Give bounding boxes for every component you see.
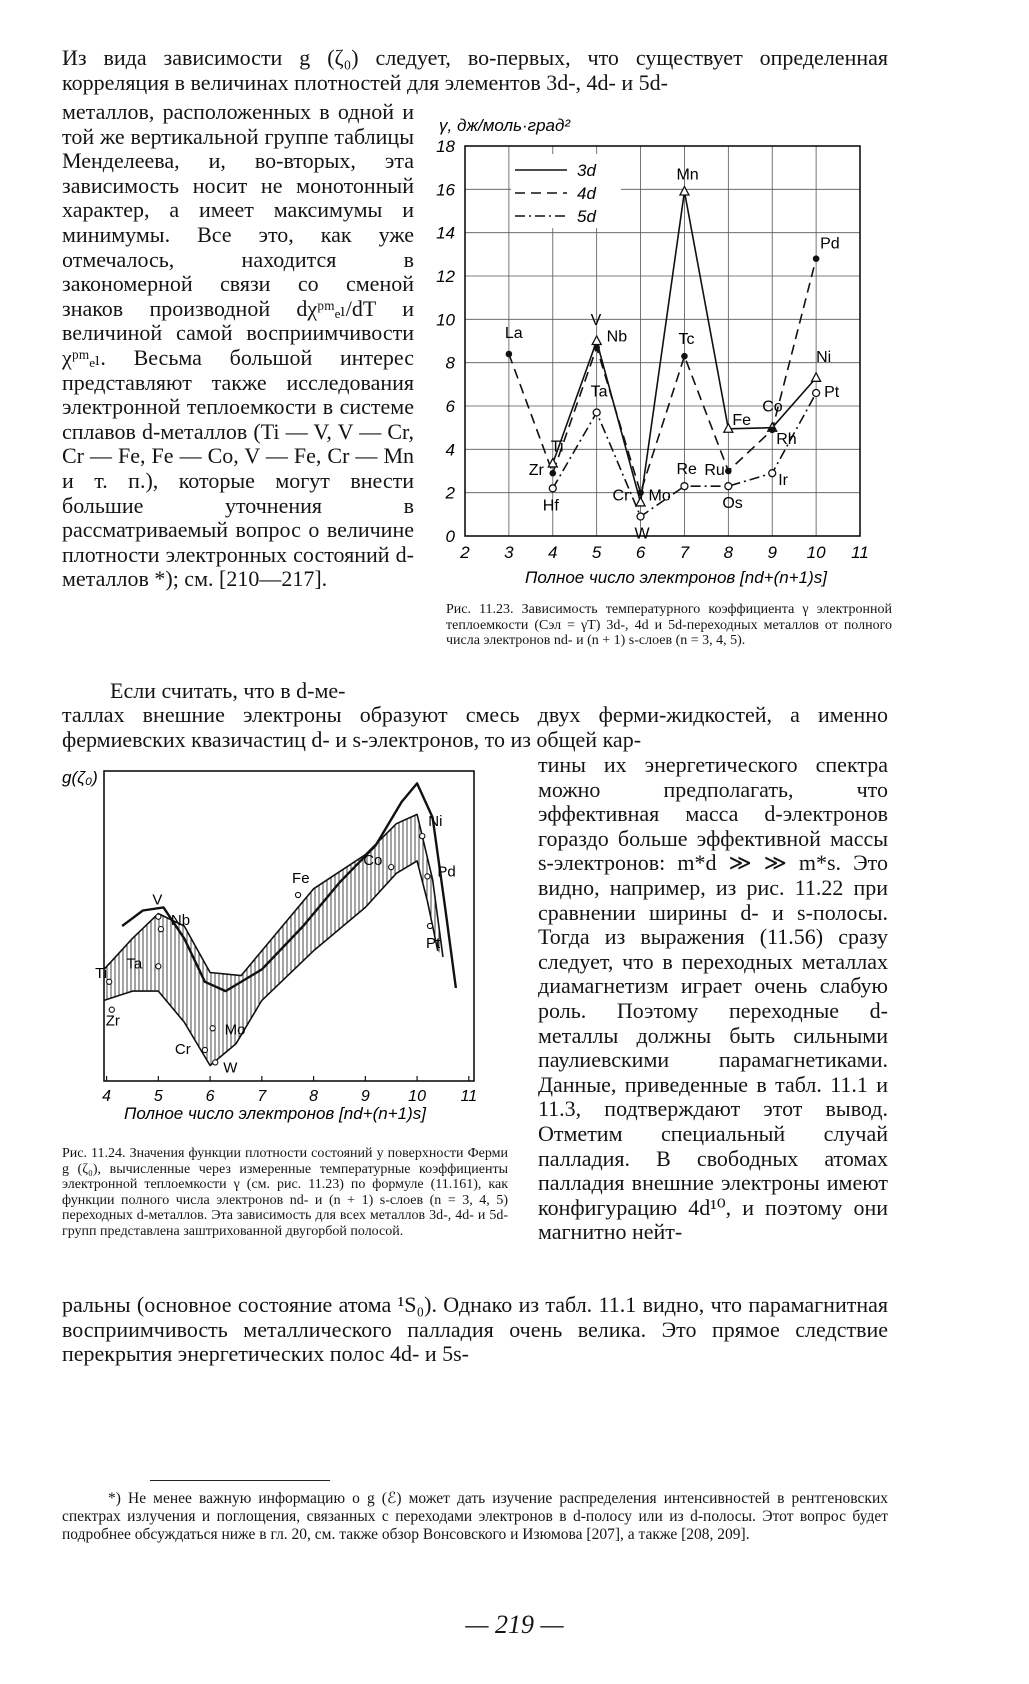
y-tick-label: 0: [445, 527, 455, 546]
data-point-Cr: [202, 1047, 207, 1052]
legend-label-3d: 3d: [577, 161, 596, 180]
y-tick-label: 4: [445, 440, 455, 460]
paragraph-2-right-column: тины их энергетического спектра можно предполагать, что эффективная масса d-электронов гораздо больше эффективной массы s-электронов: m*d ≫ ≫ m*s. Это видно, например, из рис. 11.22 при сравнении ширины d- и s-полосы. Тогда из выражения (11.56) сразу следует, что в переходных металлах диамагнетизм играет очень слабую роль. Поэтому переходные d-металлы должны быть сильными паулиевскими парамагнетиками. Данные, приведенные в табл. 11.1 и 11.3, подтверждают этот вывод. Отметим специальный случай палладия. В свободных атомах палладия внешние электроны имеют конфигурацию 4d¹⁰, и поэтому они магнитно нейт-: [538, 752, 888, 1245]
point-label-V: V: [152, 891, 163, 909]
data-point-Ir: [769, 470, 776, 477]
point-label-Os: Os: [722, 495, 743, 513]
point-label-Ta: Ta: [126, 955, 143, 973]
data-point-La: [506, 351, 513, 358]
y-tick-label: 16: [436, 180, 455, 200]
x-tick-label: 9: [767, 543, 777, 562]
point-label-Hf: Hf: [542, 497, 559, 515]
legend: [511, 154, 621, 228]
legend-background: [511, 154, 621, 228]
figure-11-24-caption: Рис. 11.24. Значения функции плотности состояний у поверхности Ферми g (ζ₀), вычисленные через измеренные температурные коэффициенты электронной теплоемкости γ (см. рис. 11.23) по формуле (11.161), как функции полного числа электронов nd- и (n + 1) s-слоев (n = 3, 4, 5) переходных d-металлов. Эта зависимость для всех металлов 3d-, 4d- и 5d-групп представлена заштрихованной двугорбой полосой.: [62, 1146, 508, 1239]
data-point-Tc: [681, 353, 688, 360]
data-point-Ta: [156, 964, 161, 969]
y-axis-label: γ, дж/моль·град²: [439, 116, 571, 135]
y-tick-label: 2: [445, 483, 455, 503]
data-point-W: [637, 513, 644, 520]
y-tick-label: 10: [436, 310, 455, 330]
point-label-W: W: [223, 1059, 238, 1077]
data-point-Cr: [636, 497, 645, 506]
x-tick-label: 7: [257, 1088, 267, 1105]
y-axis-label: g(ζ₀): [62, 768, 98, 787]
x-tick-label: 2: [460, 543, 470, 562]
point-label-Zr: Zr: [528, 462, 544, 480]
data-point-Ta: [593, 409, 600, 416]
point-label-Ni: Ni: [816, 348, 832, 366]
point-label-Cr: Cr: [612, 487, 630, 505]
figure-11-23: [425, 98, 895, 601]
point-label-Co: Co: [762, 398, 783, 416]
footnote: *) Не менее важную информацию о g (ℰ) может дать изучение распределения интенсивностей в рентгеновских спектрах излучения и поглощения, связанных с переходами электронов в d-полосу или из d-полосы. Этот вопрос будет подробнее обсуждаться ниже в гл. 20, см. также обзор Вонсовского и Изюмова [207], а также [208, 209].: [62, 1490, 888, 1543]
data-point-Pt: [427, 923, 432, 928]
point-label-Rh: Rh: [776, 430, 797, 448]
data-point-Nb: [158, 927, 163, 932]
data-point-Ni: [812, 373, 821, 382]
shaded-band: [104, 814, 443, 1065]
point-label-Mn: Mn: [676, 166, 699, 184]
x-tick-label: 8: [309, 1088, 319, 1105]
point-label-Ti: Ti: [550, 438, 564, 456]
data-point-Ni: [420, 834, 425, 839]
x-tick-label: 5: [591, 543, 602, 562]
data-point-Pd: [813, 255, 820, 262]
legend-label-5d: 5d: [577, 207, 596, 226]
point-label-Nb: Nb: [606, 328, 628, 346]
x-tick-label: 10: [408, 1088, 426, 1105]
point-label-Co: Co: [363, 852, 383, 870]
point-label-Re: Re: [676, 461, 697, 479]
y-tick-label: 6: [445, 397, 455, 416]
point-label-Ta: Ta: [590, 383, 608, 401]
figure-11-24: [62, 763, 530, 1143]
point-label-Ir: Ir: [778, 472, 789, 490]
paragraph-1-full: Из вида зависимости g (ζ₀) следует, во-первых, что существует определенная корреляция в величинах плотностей для элементов 3d-, 4d- и 5d-: [62, 45, 888, 95]
paragraph-2-end: ральны (основное состояние атома ¹S₀). Однако из табл. 11.1 видно, что парамагнитная восприимчивость металлического палладия очень велика. Это прямое следствие перекрытия энергетических полос 4d- и 5s-: [62, 1292, 888, 1367]
page-number: — 219 —: [465, 1610, 564, 1639]
x-tick-label: 5: [153, 1088, 163, 1105]
chart-series: [509, 192, 816, 517]
data-point-Mo: [637, 489, 644, 496]
x-tick-label: 4: [102, 1088, 112, 1105]
point-label-Pd: Pd: [437, 863, 456, 881]
x-axis-label: Полное число электронов [nd+(n+1)s]: [525, 568, 827, 587]
point-label-Fe: Fe: [732, 411, 752, 429]
x-tick-label: 6: [635, 543, 646, 562]
data-point-Ru: [725, 468, 732, 475]
data-point-Pd: [425, 874, 430, 879]
point-label-Nb: Nb: [170, 912, 191, 930]
x-tick-label: 11: [851, 543, 869, 562]
data-point-V: [592, 336, 601, 345]
data-point-Nb: [593, 344, 600, 351]
x-tick-label: 6: [205, 1088, 215, 1105]
point-label-Tc: Tc: [678, 331, 695, 349]
band-fill: [104, 814, 443, 1065]
y-tick-label: 8: [445, 353, 455, 373]
data-point-Re: [681, 483, 688, 490]
point-label-Pd: Pd: [820, 235, 840, 253]
data-point-Mn: [680, 187, 689, 196]
legend-label-4d: 4d: [577, 184, 596, 203]
y-tick-label: 14: [436, 223, 455, 243]
point-label-Mo: Mo: [648, 487, 671, 505]
figure-11-23-caption: Рис. 11.23. Зависимость температурного коэффициента γ электронной теплоемкости (Cэл = γT) 3d-, 4d и 5d-переходных металлов от полного числа электронов nd- и (n + 1) s-слоев (n = 3, 4, 5).: [446, 602, 892, 648]
point-label-Ni: Ni: [428, 813, 443, 831]
x-tick-label: 10: [806, 543, 826, 562]
data-point-Mo: [210, 1026, 215, 1031]
x-tick-label: 7: [679, 543, 690, 562]
y-tick-label: 12: [436, 267, 455, 286]
point-label-Pt: Pt: [426, 935, 441, 952]
point-label-Cr: Cr: [174, 1041, 191, 1058]
x-tick-label: 9: [360, 1088, 370, 1105]
data-point-W: [213, 1060, 218, 1065]
data-point-Rh: [769, 427, 776, 434]
point-label-Zr: Zr: [105, 1012, 120, 1030]
data-point-Fe: [295, 892, 300, 897]
x-tick-label: 11: [460, 1088, 478, 1105]
x-axis-label: Полное число электронов [nd+(n+1)s]: [124, 1104, 426, 1123]
data-point-Ti: [107, 979, 112, 984]
point-label-Ru: Ru: [704, 462, 725, 479]
data-point-Zr: [549, 470, 556, 477]
y-tick-label: 18: [436, 137, 455, 156]
footnote-rule: [150, 1480, 330, 1481]
paragraph-2-start: Если считать, что в d-ме-: [110, 678, 346, 703]
paragraph-1-narrow: металлов, расположенных в одной и той же вертикальной группе таблицы Менделеева, и, во-вторых, эта зависимость носит не монотонный характер, а имеет максимумы и минимумы. Все это, как уже отмечалось, находится в закономерной связи со сменой знаков производной dχᵖᵐₑₗ/dT и величиной самой восприимчивости χᵖᵐₑₗ. Весьма большой интерес представляют также исследования электронной теплоемкости в системе сплавов d-металлов (Ti — V, V — Cr, Cr — Fe, Fe — Co, V — Fe, Cr — Mn и т. п.), которые могут внести большие уточнения в рассматриваемый вопрос о величине плотности электронных состояний d-металлов *); см. [210—217].: [62, 99, 414, 592]
point-label-Fe: Fe: [292, 870, 310, 887]
point-label-La: La: [504, 325, 523, 342]
point-label-Pt: Pt: [824, 384, 840, 401]
data-point-Zr: [109, 1007, 114, 1012]
data-point-V: [156, 914, 161, 919]
x-tick-label: 3: [504, 543, 514, 562]
data-point-Hf: [549, 485, 556, 492]
data-point-Co: [389, 865, 394, 870]
point-label-V: V: [590, 312, 602, 329]
data-point-Os: [725, 483, 732, 490]
x-tick-label: 4: [548, 543, 558, 562]
point-label-Ti: Ti: [95, 964, 108, 982]
point-label-Mo: Mo: [224, 1021, 246, 1039]
x-tick-label: 8: [723, 543, 734, 562]
data-point-Pt: [813, 390, 820, 397]
paragraph-2-full: таллах внешние электроны образуют смесь двух ферми-жидкостей, а именно фермиевских квазичастиц d- и s-электронов, то из общей кар-: [62, 702, 888, 752]
point-label-W: W: [634, 525, 650, 543]
